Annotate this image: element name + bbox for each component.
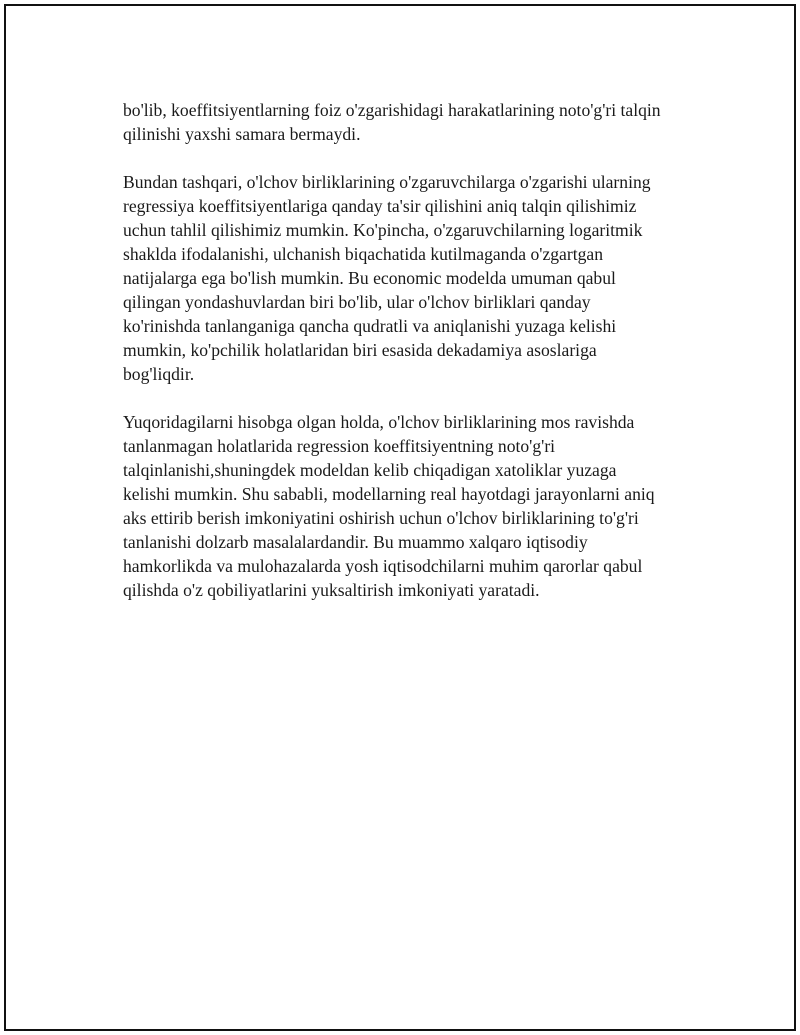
text-line: natijalarga ega bo'lish mumkin. Bu economic modelda umuman qabul	[123, 268, 616, 288]
paragraph-2	[123, 170, 703, 386]
document-body	[123, 98, 703, 602]
text-line: tanlanmagan holatlarida regression koeffitsiyentning noto'g'ri	[123, 436, 556, 456]
text-line: mumkin, ko'pchilik holatlaridan biri esasida dekadamiya asoslariga	[123, 340, 597, 360]
text-line: bog'liqdir.	[123, 364, 195, 384]
text-line: qilishda o'z qobiliyatlarini yuksaltirish imkoniyati yaratadi.	[123, 580, 540, 600]
text-line: aks ettirib berish imkoniyatini oshirish uchun o'lchov birliklarining to'g'ri	[123, 508, 639, 528]
text-line: ko'rinishda tanlanganiga qancha qudratli va aniqlanishi yuzaga kelishi	[123, 316, 617, 336]
text-line: hamkorlikda va mulohazalarda yosh iqtisodchilarni muhim qarorlar qabul	[123, 556, 643, 576]
text-line: uchun tahlil qilishimiz mumkin. Ko'pincha, o'zgaruvchilarning logaritmik	[123, 220, 643, 240]
text-line: Yuqoridagilarni hisobga olgan holda, o'lchov birliklarining mos ravishda	[123, 412, 635, 432]
text-line: talqinlanishi,shuningdek modeldan kelib chiqadigan xatoliklar yuzaga	[123, 460, 617, 480]
text-line: tanlanishi dolzarb masalalardandir. Bu muammo xalqaro iqtisodiy	[123, 532, 588, 552]
text-line: qilingan yondashuvlardan biri bo'lib, ular o'lchov birliklari qanday	[123, 292, 591, 312]
text-line: qilinishi yaxshi samara bermaydi.	[123, 124, 361, 144]
paragraph-1	[123, 98, 703, 146]
paragraph-3	[123, 410, 703, 602]
page-frame	[4, 4, 796, 1031]
text-line: shaklda ifodalanishi, ulchanish biqachatida kutilmaganda o'zgartgan	[123, 244, 604, 264]
text-line: Bundan tashqari, o'lchov birliklarining o'zgaruvchilarga o'zgarishi ularning	[123, 172, 651, 192]
text-line: regressiya koeffitsiyentlariga qanday ta'sir qilishini aniq talqin qilishimiz	[123, 196, 637, 216]
text-line: bo'lib, koeffitsiyentlarning foiz o'zgarishidagi harakatlarining noto'g'ri talqin	[123, 100, 661, 120]
text-line: kelishi mumkin. Shu sababli, modellarning real hayotdagi jarayonlarni aniq	[123, 484, 655, 504]
